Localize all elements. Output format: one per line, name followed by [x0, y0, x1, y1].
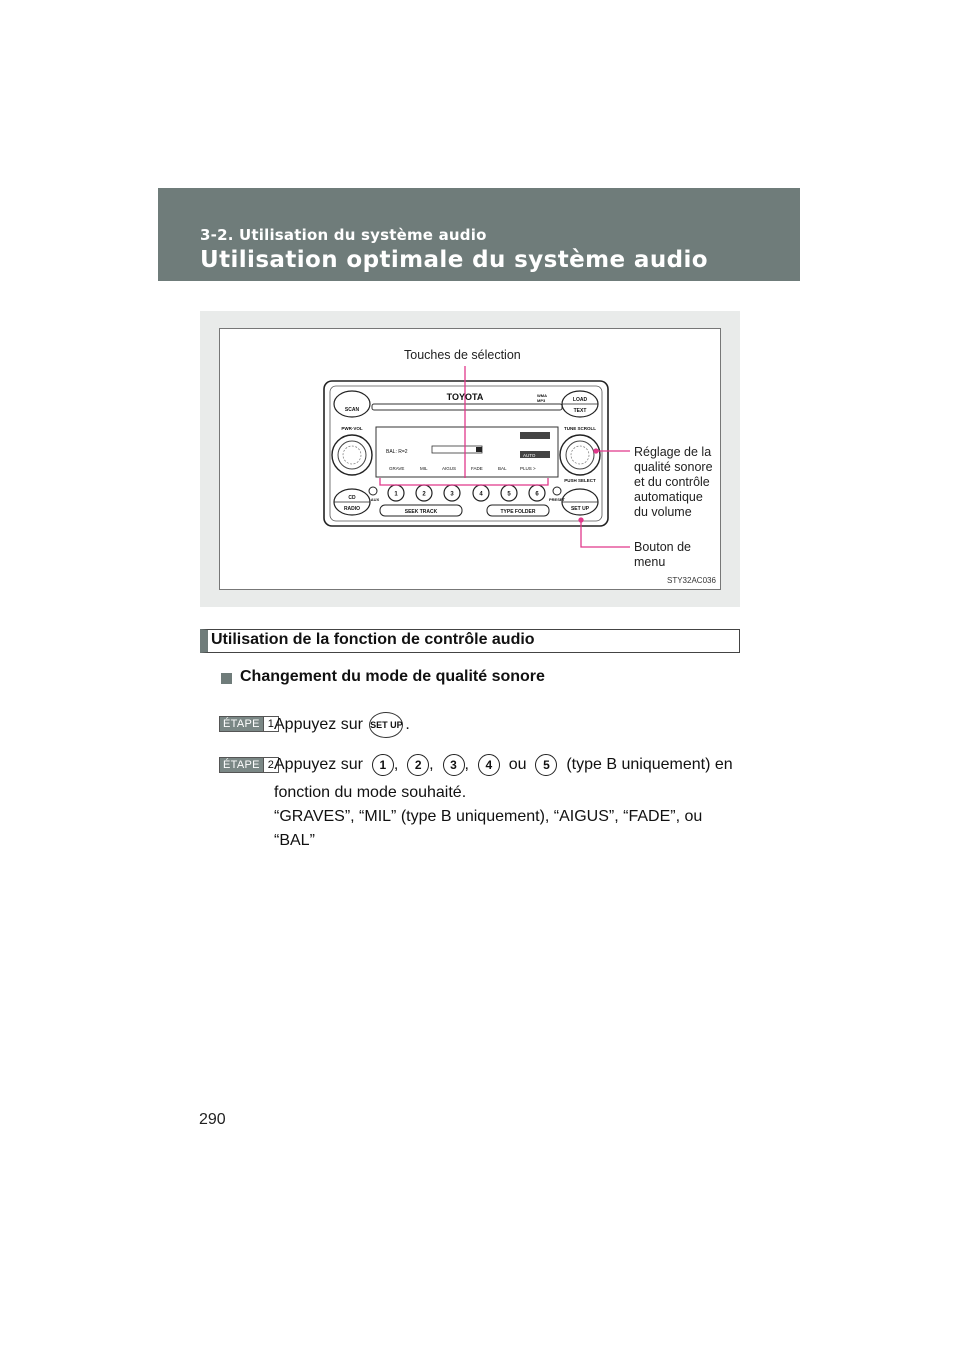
callout-selection-keys: Touches de sélection	[404, 348, 521, 362]
step-badge-1: ÉTAPE 1	[219, 716, 279, 732]
figure-code: STY32AC036	[667, 576, 716, 585]
svg-text:PRESET: PRESET	[548, 497, 566, 502]
bullet-heading: Changement du mode de qualité sonore	[240, 668, 545, 685]
preset-4-icon: 4	[478, 754, 500, 776]
svg-text:TUNE SCROLL: TUNE SCROLL	[564, 426, 596, 431]
svg-text:5: 5	[507, 491, 511, 498]
svg-text:PUSH SELECT: PUSH SELECT	[564, 478, 596, 483]
svg-text:AIGUS: AIGUS	[442, 466, 457, 471]
svg-text:6: 6	[535, 491, 539, 498]
svg-text:SET UP: SET UP	[570, 506, 590, 512]
svg-text:RADIO: RADIO	[343, 506, 361, 512]
svg-text:3: 3	[450, 491, 454, 498]
section-label: 3-2. Utilisation du système audio	[200, 226, 487, 244]
step2-line2: fonction du mode souhaité.	[274, 784, 467, 801]
svg-text:SEEK TRACK: SEEK TRACK	[404, 509, 438, 515]
svg-text:1: 1	[394, 491, 398, 498]
preset-3-icon: 3	[443, 754, 465, 776]
svg-text:BAL: R=2: BAL: R=2	[386, 449, 408, 455]
page-number: 290	[199, 1111, 226, 1128]
page-title: Utilisation optimale du système audio	[200, 247, 708, 273]
svg-text:FADE: FADE	[471, 466, 483, 471]
step2-line3: “GRAVES”, “MIL” (type B uniquement), “AIGUS”, “FADE”, ou	[274, 808, 703, 825]
svg-text:2: 2	[422, 491, 426, 498]
svg-text:BAL: BAL	[498, 466, 507, 471]
svg-text:AUX: AUX	[370, 497, 380, 502]
svg-text:PWR·VOL: PWR·VOL	[341, 426, 363, 431]
svg-text:GRAVE: GRAVE	[389, 466, 405, 471]
step1-line: Appuyez sur SET UP .	[274, 712, 410, 738]
svg-text:AUTO: AUTO	[523, 453, 536, 458]
preset-2-icon: 2	[407, 754, 429, 776]
radio-brand-label: TOYOTA	[446, 392, 484, 402]
svg-text:SCAN: SCAN	[344, 407, 360, 413]
preset-5-icon: 5	[535, 754, 557, 776]
step2-line: Appuyez sur 1 , 2 , 3 , 4 ou 5 (type B uniquement) en	[274, 754, 733, 776]
svg-text:4: 4	[479, 491, 483, 498]
svg-text:MP3: MP3	[537, 398, 546, 403]
bullet-square-icon	[221, 673, 232, 684]
svg-text:MIL: MIL	[420, 466, 428, 471]
svg-text:TYPE FOLDER: TYPE FOLDER	[500, 509, 536, 515]
svg-text:LOAD: LOAD	[572, 397, 588, 403]
preset-1-icon: 1	[372, 754, 394, 776]
callout-sound-quality: Réglage de la qualité sonore et du contrôle automatique du volume	[634, 445, 713, 519]
step-badge-2: ÉTAPE 2	[219, 757, 279, 773]
step2-line4: “BAL”	[274, 832, 315, 849]
setup-button-icon: SET UP	[369, 712, 403, 738]
svg-text:WMA: WMA	[537, 393, 547, 398]
svg-text:CD: CD	[348, 495, 356, 501]
callout-menu-button: Bouton de menu	[634, 540, 691, 569]
svg-text:TEXT: TEXT	[573, 408, 587, 414]
subheading: Utilisation de la fonction de contrôle audio	[211, 631, 535, 648]
svg-text:PLUS >: PLUS >	[520, 466, 536, 471]
